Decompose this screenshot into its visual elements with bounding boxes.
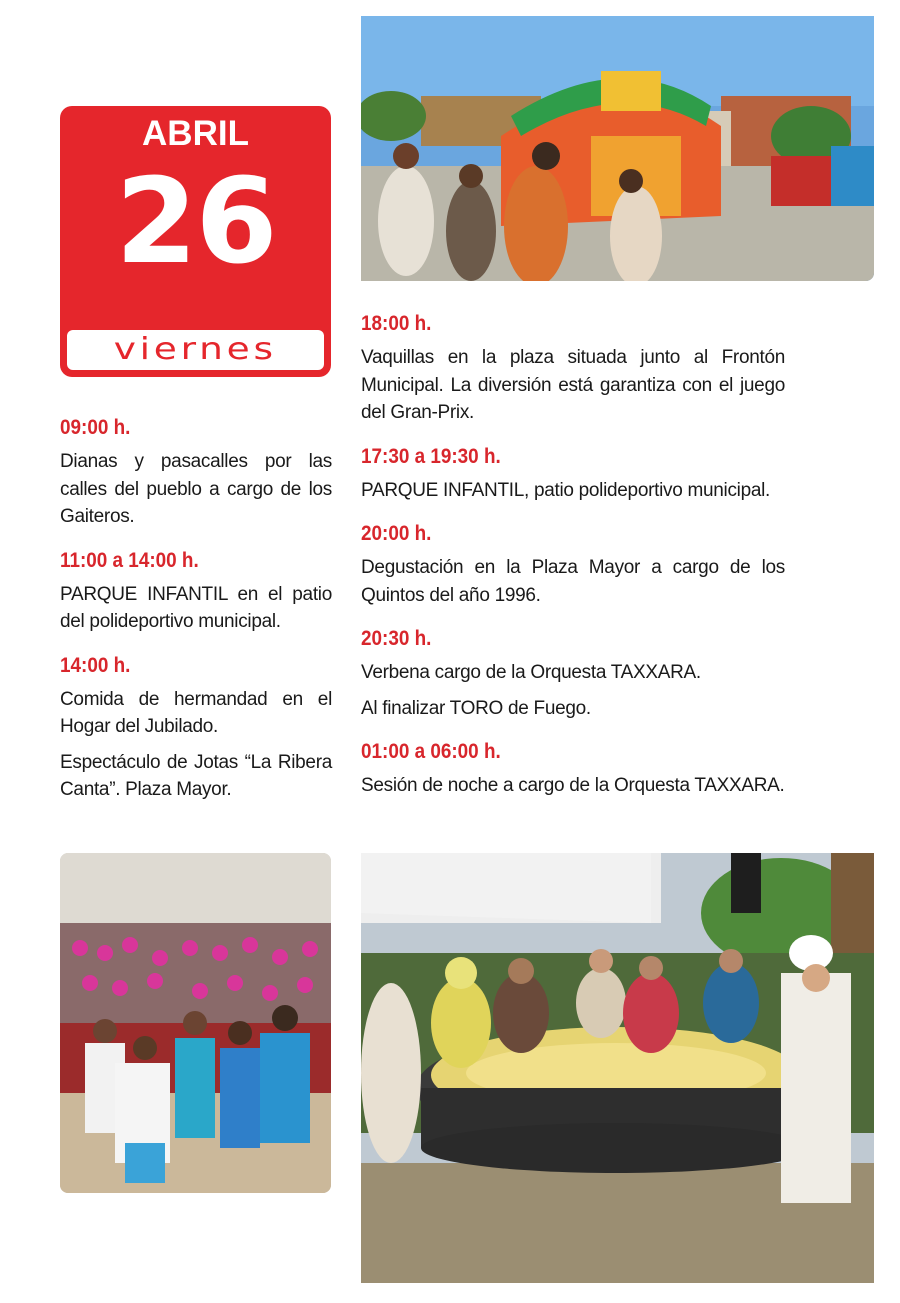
event-item [361, 738, 785, 800]
event-time: 20:30 h. [361, 627, 432, 650]
event-description: Verbena cargo de la Orquesta TAXXARA. [361, 662, 701, 683]
event-description: Comida de hermandad en el Hogar del Jubilado. [60, 688, 332, 737]
photo-inflatable-castle [361, 16, 874, 281]
event-time: 14:00 h. [60, 653, 131, 677]
event-time: 20:00 h. [361, 522, 432, 545]
event-item [361, 625, 785, 722]
event-description: Sesión de noche a cargo de la Orquesta TAXXARA. [361, 775, 785, 796]
weekday-box [67, 330, 324, 370]
event-item [60, 414, 332, 531]
event-item [60, 652, 332, 804]
event-time: 18:00 h. [361, 312, 432, 335]
event-description: Al finalizar TORO de Fuego. [361, 697, 591, 719]
event-item [60, 547, 332, 636]
event-description: Dianas y pasacalles por las calles del pueblo a cargo de los Gaiteros. [60, 451, 332, 527]
date-day: 26 [115, 152, 276, 290]
photo-bullring-crowd [60, 853, 331, 1193]
left-schedule [60, 414, 332, 820]
event-time: 01:00 a 06:00 h. [361, 740, 501, 763]
event-item [361, 443, 785, 505]
event-item [361, 310, 785, 427]
event-description: Degustación en la Plaza Mayor a cargo de los Quintos del año 1996. [361, 557, 785, 606]
date-card [60, 106, 331, 377]
event-time: 09:00 h. [60, 416, 131, 439]
event-item [361, 520, 785, 609]
event-description: Vaquillas en la plaza situada junto al Frontón Municipal. La diversión está garantiza con el juego del Gran-Prix. [361, 347, 785, 423]
date-weekday: viernes [113, 332, 278, 367]
right-schedule [361, 310, 785, 816]
date-month: ABRIL [142, 114, 249, 153]
event-description: PARQUE INFANTIL en el patio del polideportivo municipal. [60, 583, 332, 632]
event-description: PARQUE INFANTIL, patio polideportivo municipal. [361, 479, 771, 501]
event-time: 17:30 a 19:30 h. [361, 444, 501, 468]
event-time: 11:00 a 14:00 h. [60, 548, 199, 572]
photo-paella [361, 853, 874, 1283]
event-description: Espectáculo de Jotas “La Ribera Canta”. Plaza Mayor. [60, 751, 332, 800]
